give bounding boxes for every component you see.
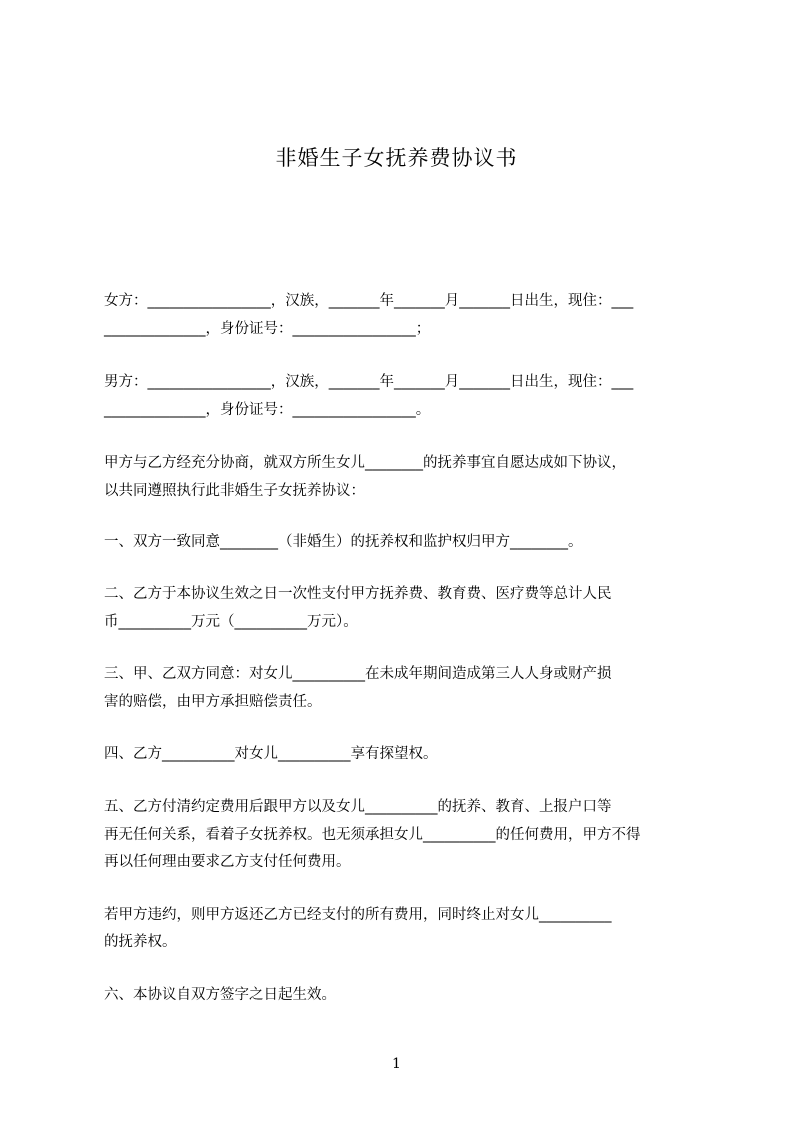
clause-5-line-3: 再以任何理由要求乙方支付任何费用。 (104, 854, 351, 870)
clause-5-line-1: 五、乙方付清约定费用后跟甲方以及女儿__________的抚养、教育、上报户口等 (104, 799, 612, 815)
preamble-line-2: 以共同遵照执行此非婚生子女抚养协议： (104, 483, 365, 499)
female-party-line-1: 女方：_________________，汉族，_______年_______月_______日出生，现住：___ (104, 293, 634, 309)
clause-2-line-2: 币__________万元（__________万元）。 (104, 614, 358, 630)
document-title: 非婚生子女抚养费协议书 (275, 146, 518, 170)
page-number: 1 (392, 1056, 401, 1072)
breach-line-2: 的抚养权。 (104, 934, 177, 950)
clause-4: 四、乙方__________对女儿__________享有探望权。 (104, 746, 438, 762)
preamble-line-1: 甲方与乙方经充分协商，就双方所生女儿________的抚养事宜自愿达成如下协议， (104, 455, 626, 471)
clause-1: 一、双方一致同意________（非婚生）的抚养权和监护权归甲方________。 (104, 534, 583, 550)
female-party-line-2: ______________，身份证号：_________________； (104, 321, 431, 337)
breach-line-1: 若甲方违约，则甲方返还乙方已经支付的所有费用，同时终止对女儿__________ (104, 907, 612, 923)
clause-5-line-2: 再无任何关系，看着子女抚养权。也无须承担女儿__________的任何费用，甲方不得 (104, 827, 641, 843)
clause-6: 六、本协议自双方签字之日起生效。 (104, 987, 336, 1003)
male-party-line-1: 男方：_________________，汉族，_______年_______月_______日出生，现住：___ (104, 374, 634, 390)
clause-3-line-1: 三、甲、乙双方同意：对女儿__________在未成年期间造成第三人人身或财产损 (104, 666, 612, 682)
clause-2-line-1: 二、乙方于本协议生效之日一次性支付甲方抚养费、教育费、医疗费等总计人民 (104, 586, 612, 602)
clause-3-line-2: 害的赔偿，由甲方承担赔偿责任。 (104, 694, 322, 710)
male-party-line-2: ______________，身份证号：_________________。 (104, 402, 431, 418)
